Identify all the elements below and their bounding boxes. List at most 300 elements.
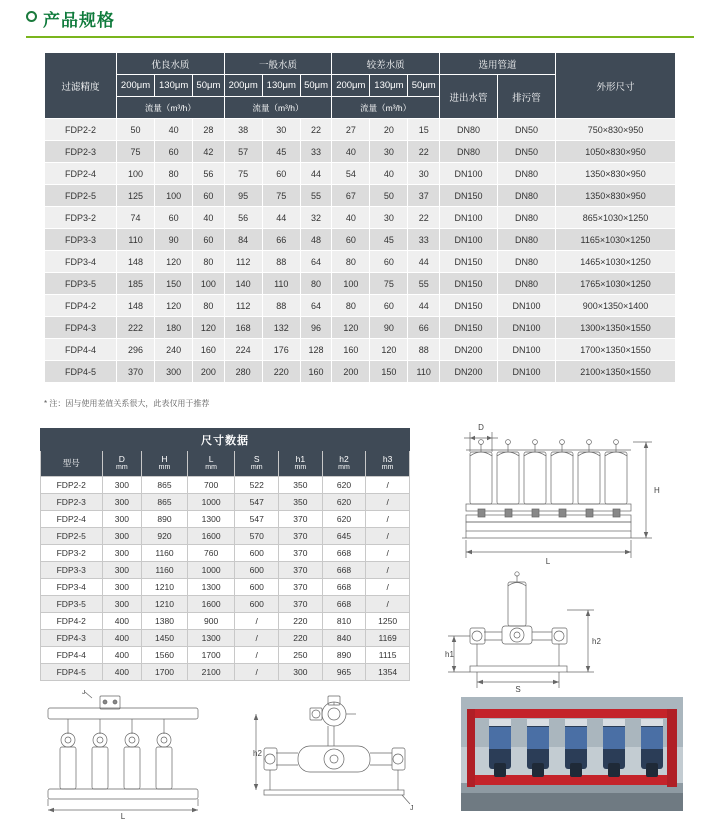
label-H: H [654,486,660,495]
cell-model: FDP4-4 [45,339,117,361]
cell-h: 1160 [142,545,188,562]
table-row [41,579,410,596]
header-flow-good: 流量（m³/h） [117,97,225,119]
header-micron-9: 50μm [408,75,440,97]
cell-model: FDP3-3 [41,562,103,579]
cell-drain: DN80 [498,207,556,229]
cell-model: FDP2-5 [45,185,117,207]
cell-d: 400 [102,613,142,630]
cell-drain: DN50 [498,119,556,141]
cell-value: 200 [332,361,370,383]
cell-drain: DN80 [498,229,556,251]
table-row [41,545,410,562]
cell-l: 1000 [187,494,235,511]
cell-d: 300 [102,596,142,613]
cell-value: 55 [300,185,331,207]
cell-s: 547 [235,494,279,511]
cell-value: 200 [193,361,224,383]
table-row [41,494,410,511]
dim-header-h3-text: h3 [382,453,393,464]
cell-value: 60 [332,229,370,251]
cell-s: 522 [235,477,279,494]
cell-h: 1450 [142,630,188,647]
cell-value: 96 [300,317,331,339]
cell-h: 1160 [142,562,188,579]
cell-value: 185 [117,273,155,295]
cell-l: 700 [187,477,235,494]
circle-ring-icon [26,11,37,22]
cell-d: 300 [102,528,142,545]
cell-h3: 1115 [366,647,410,664]
cell-h: 865 [142,477,188,494]
cell-h3: 1354 [366,664,410,681]
cell-value: 140 [224,273,262,295]
cell-model: FDP4-2 [45,295,117,317]
dim-header-h1-unit: mm [294,464,307,472]
table-row [41,528,410,545]
dim-header-h-unit: mm [158,464,171,472]
cell-value: 80 [332,295,370,317]
cell-value: 100 [117,163,155,185]
cell-d: 300 [102,579,142,596]
cell-inlet: DN80 [440,119,498,141]
table-note: * 注：因与使用差值关系很大，此表仅用于推荐 [44,399,210,408]
page-header [26,6,694,38]
cell-value: 300 [155,361,193,383]
dim-header-h-text: H [161,453,168,464]
table-row [45,163,676,185]
cell-dimension: 1350×830×950 [556,185,676,207]
cell-d: 400 [102,664,142,681]
cell-s: 570 [235,528,279,545]
cell-l: 1700 [187,647,235,664]
header-outer-dimension: 外形尺寸 [556,53,676,119]
cell-s: / [235,664,279,681]
cell-h3: / [366,511,410,528]
cell-value: 67 [332,185,370,207]
cell-h2: 965 [322,664,366,681]
table-row [41,477,410,494]
cell-value: 40 [370,163,408,185]
cell-d: 400 [102,647,142,664]
cell-model: FDP2-4 [41,511,103,528]
cell-value: 80 [193,295,224,317]
cell-value: 150 [155,273,193,295]
dim-header-h2-unit: mm [338,464,350,472]
cell-h2: 668 [322,579,366,596]
cell-value: 40 [332,141,370,163]
cell-value: 30 [262,119,300,141]
cell-dimension: 1350×830×950 [556,163,676,185]
cell-l: 1300 [187,579,235,596]
cell-d: 300 [102,494,142,511]
cell-model: FDP4-4 [41,647,103,664]
cell-s: 600 [235,579,279,596]
cell-inlet: DN80 [440,141,498,163]
header-filter-accuracy: 过滤精度 [45,53,117,119]
header-micron-6: 50μm [300,75,331,97]
cell-h2: 645 [322,528,366,545]
cell-value: 54 [332,163,370,185]
cell-model: FDP2-2 [41,477,103,494]
cell-dimension: 1765×1030×1250 [556,273,676,295]
cell-value: 44 [262,207,300,229]
dim-header-model-text: 型号 [62,457,80,468]
cell-s: / [235,613,279,630]
dim-header-s-unit: mm [250,464,263,472]
table-row [41,596,410,613]
cell-value: 44 [408,251,440,273]
cell-value: 160 [332,339,370,361]
cell-d: 300 [102,477,142,494]
dim-header-h2 [322,451,366,477]
front-elevation-drawing [440,420,690,570]
spec-table-head [45,53,676,119]
cell-value: 120 [370,339,408,361]
cell-value: 100 [155,185,193,207]
cell-value: 120 [155,295,193,317]
cell-model: FDP2-5 [41,528,103,545]
cell-value: 80 [332,251,370,273]
table-row [45,229,676,251]
cell-value: 50 [370,185,408,207]
cell-h3: / [366,545,410,562]
header-drain-pipe: 排污管 [498,75,556,119]
cell-value: 80 [155,163,193,185]
cell-s: / [235,630,279,647]
cell-h: 1560 [142,647,188,664]
cell-value: 60 [155,207,193,229]
dim-header-h3-unit: mm [381,464,394,472]
cell-value: 55 [408,273,440,295]
page-title: 产品规格 [43,11,115,30]
cell-model: FDP4-5 [45,361,117,383]
cell-value: 110 [262,273,300,295]
table-row [41,562,410,579]
cell-value: 60 [155,141,193,163]
cell-value: 95 [224,185,262,207]
cell-model: FDP3-2 [41,545,103,562]
cell-h1: 220 [279,630,323,647]
cell-value: 75 [224,163,262,185]
cell-value: 22 [408,141,440,163]
label-D: D [478,423,484,432]
cell-h2: 890 [322,647,366,664]
label-L: L [545,557,551,566]
table-row [41,664,410,681]
cell-l: 1600 [187,528,235,545]
cell-value: 22 [300,119,331,141]
detail-view-svg [252,690,442,820]
cell-value: 180 [155,317,193,339]
cell-value: 84 [224,229,262,251]
dim-header-h2-text: h2 [339,453,349,464]
cell-h: 920 [142,528,188,545]
cell-value: 28 [193,119,224,141]
cell-drain: DN80 [498,163,556,185]
cell-model: FDP3-2 [45,207,117,229]
cell-value: 160 [193,339,224,361]
table-row [45,339,676,361]
cell-value: 150 [370,361,408,383]
cell-value: 64 [300,251,331,273]
cell-value: 112 [224,251,262,273]
cell-value: 66 [408,317,440,339]
cell-h: 890 [142,511,188,528]
product-photo-illustration [461,697,683,811]
cell-value: 60 [193,185,224,207]
label-J: J [82,690,86,696]
cell-h1: 370 [279,596,323,613]
cell-value: 30 [370,207,408,229]
cell-value: 56 [224,207,262,229]
table-row [41,613,410,630]
cell-value: 75 [370,273,408,295]
cell-d: 300 [102,545,142,562]
cell-h: 865 [142,494,188,511]
cell-value: 280 [224,361,262,383]
dimension-table-body [41,477,410,681]
cell-model: FDP2-4 [45,163,117,185]
cell-s: 600 [235,596,279,613]
cell-value: 60 [193,229,224,251]
cell-h1: 370 [279,579,323,596]
cell-drain: DN50 [498,141,556,163]
header-inlet-outlet-pipe: 进出水管 [440,75,498,119]
cell-dimension: 1700×1350×1550 [556,339,676,361]
cell-value: 40 [332,207,370,229]
cell-value: 224 [224,339,262,361]
cell-model: FDP4-2 [41,613,103,630]
cell-model: FDP3-4 [45,251,117,273]
front-elevation-svg [440,420,690,570]
dim-header-l-unit: mm [205,464,217,472]
cell-value: 160 [300,361,331,383]
dimension-title-row [41,429,410,451]
table-row [45,207,676,229]
label-J-detail: J [410,805,414,812]
cell-value: 50 [117,119,155,141]
cell-drain: DN100 [498,339,556,361]
cell-h3: / [366,579,410,596]
spec-header-row-1 [45,53,676,75]
cell-dimension: 1165×1030×1250 [556,229,676,251]
cell-inlet: DN200 [440,361,498,383]
cell-h: 1210 [142,596,188,613]
cell-d: 300 [102,562,142,579]
cell-value: 112 [224,295,262,317]
cell-l: 2100 [187,664,235,681]
cell-inlet: DN200 [440,339,498,361]
cell-value: 168 [224,317,262,339]
table-row [45,141,676,163]
cell-h2: 668 [322,545,366,562]
cell-value: 120 [332,317,370,339]
cell-dimension: 865×1030×1250 [556,207,676,229]
plan-view-drawing [30,690,240,820]
dimension-table-head [41,429,410,477]
cell-h3: / [366,494,410,511]
label-h2-detail: h2 [253,749,262,758]
cell-h3: / [366,596,410,613]
cell-value: 88 [262,295,300,317]
plan-view-svg [30,690,240,820]
cell-value: 30 [408,163,440,185]
cell-h3: 1169 [366,630,410,647]
cell-value: 110 [408,361,440,383]
cell-value: 110 [117,229,155,251]
cell-value: 90 [155,229,193,251]
cell-dimension: 1050×830×950 [556,141,676,163]
dimension-table-container [40,428,410,681]
dim-header-s-text: S [253,453,260,464]
cell-value: 370 [117,361,155,383]
label-S: S [515,685,521,694]
dim-header-l [187,451,235,477]
cell-value: 100 [193,273,224,295]
cell-value: 37 [408,185,440,207]
dim-header-d-unit: mm [116,464,128,472]
header-group-good: 优良水质 [117,53,225,75]
cell-l: 1300 [187,630,235,647]
cell-value: 120 [155,251,193,273]
cell-inlet: DN150 [440,185,498,207]
product-photo [458,694,686,814]
cell-value: 57 [224,141,262,163]
header-micron-1: 200μm [117,75,155,97]
cell-inlet: DN150 [440,273,498,295]
dimension-header-row [41,451,410,477]
cell-h3: / [366,528,410,545]
cell-h1: 300 [279,664,323,681]
cell-value: 56 [193,163,224,185]
cell-model: FDP4-3 [41,630,103,647]
cell-h1: 350 [279,477,323,494]
cell-value: 40 [193,207,224,229]
header-micron-2: 130μm [155,75,193,97]
cell-h2: 620 [322,494,366,511]
cell-h1: 370 [279,511,323,528]
cell-inlet: DN100 [440,229,498,251]
table-row [45,119,676,141]
cell-h1: 370 [279,528,323,545]
cell-value: 75 [117,141,155,163]
cell-drain: DN100 [498,361,556,383]
cell-dimension: 900×1350×1400 [556,295,676,317]
cell-drain: DN80 [498,251,556,273]
cell-model: FDP2-3 [45,141,117,163]
cell-value: 148 [117,295,155,317]
cell-drain: DN100 [498,295,556,317]
cell-value: 42 [193,141,224,163]
cell-value: 88 [262,251,300,273]
dimension-data-table [40,428,410,681]
cell-model: FDP4-3 [45,317,117,339]
cell-value: 44 [408,295,440,317]
label-L-plan: L [120,812,126,820]
cell-l: 1600 [187,596,235,613]
dim-header-s [235,451,279,477]
detail-view-drawing [252,690,442,820]
table-row [45,251,676,273]
cell-l: 760 [187,545,235,562]
cell-h: 1700 [142,664,188,681]
header-micron-7: 200μm [332,75,370,97]
cell-dimension: 1465×1030×1250 [556,251,676,273]
cell-value: 32 [300,207,331,229]
cell-h1: 370 [279,562,323,579]
cell-drain: DN80 [498,273,556,295]
dim-header-d [102,451,142,477]
header-micron-5: 130μm [262,75,300,97]
cell-value: 74 [117,207,155,229]
cell-value: 27 [332,119,370,141]
cell-value: 60 [370,295,408,317]
side-view-drawing [440,570,690,695]
cell-value: 176 [262,339,300,361]
cell-s: 547 [235,511,279,528]
cell-l: 1000 [187,562,235,579]
cell-value: 296 [117,339,155,361]
cell-dimension: 750×830×950 [556,119,676,141]
dim-header-d-text: D [118,453,125,464]
cell-value: 60 [370,251,408,273]
cell-model: FDP2-3 [41,494,103,511]
cell-h2: 620 [322,477,366,494]
table-row [45,361,676,383]
header-micron-8: 130μm [370,75,408,97]
cell-value: 132 [262,317,300,339]
cell-inlet: DN150 [440,317,498,339]
cell-value: 38 [224,119,262,141]
cell-model: FDP3-5 [45,273,117,295]
label-h1: h1 [445,650,454,659]
cell-value: 80 [193,251,224,273]
cell-dimension: 2100×1350×1550 [556,361,676,383]
table-row [41,647,410,664]
cell-d: 400 [102,630,142,647]
cell-value: 128 [300,339,331,361]
cell-h3: / [366,477,410,494]
dim-header-h1 [279,451,323,477]
cell-s: / [235,647,279,664]
cell-inlet: DN150 [440,295,498,317]
cell-value: 148 [117,251,155,273]
cell-drain: DN80 [498,185,556,207]
cell-value: 33 [300,141,331,163]
cell-drain: DN100 [498,317,556,339]
spec-table-body [45,119,676,383]
cell-inlet: DN150 [440,251,498,273]
cell-value: 60 [262,163,300,185]
header-group-pipe: 选用管道 [440,53,556,75]
cell-inlet: DN100 [440,163,498,185]
dim-header-l-text: L [208,453,214,464]
header-group-normal: 一般水质 [224,53,332,75]
dim-header-model [41,451,103,477]
cell-h1: 350 [279,494,323,511]
cell-h: 1380 [142,613,188,630]
cell-value: 100 [332,273,370,295]
cell-h2: 668 [322,596,366,613]
spec-table-container [44,52,676,383]
cell-h1: 220 [279,613,323,630]
cell-value: 20 [370,119,408,141]
cell-d: 300 [102,511,142,528]
cell-value: 45 [262,141,300,163]
cell-dimension: 1300×1350×1550 [556,317,676,339]
cell-value: 75 [262,185,300,207]
